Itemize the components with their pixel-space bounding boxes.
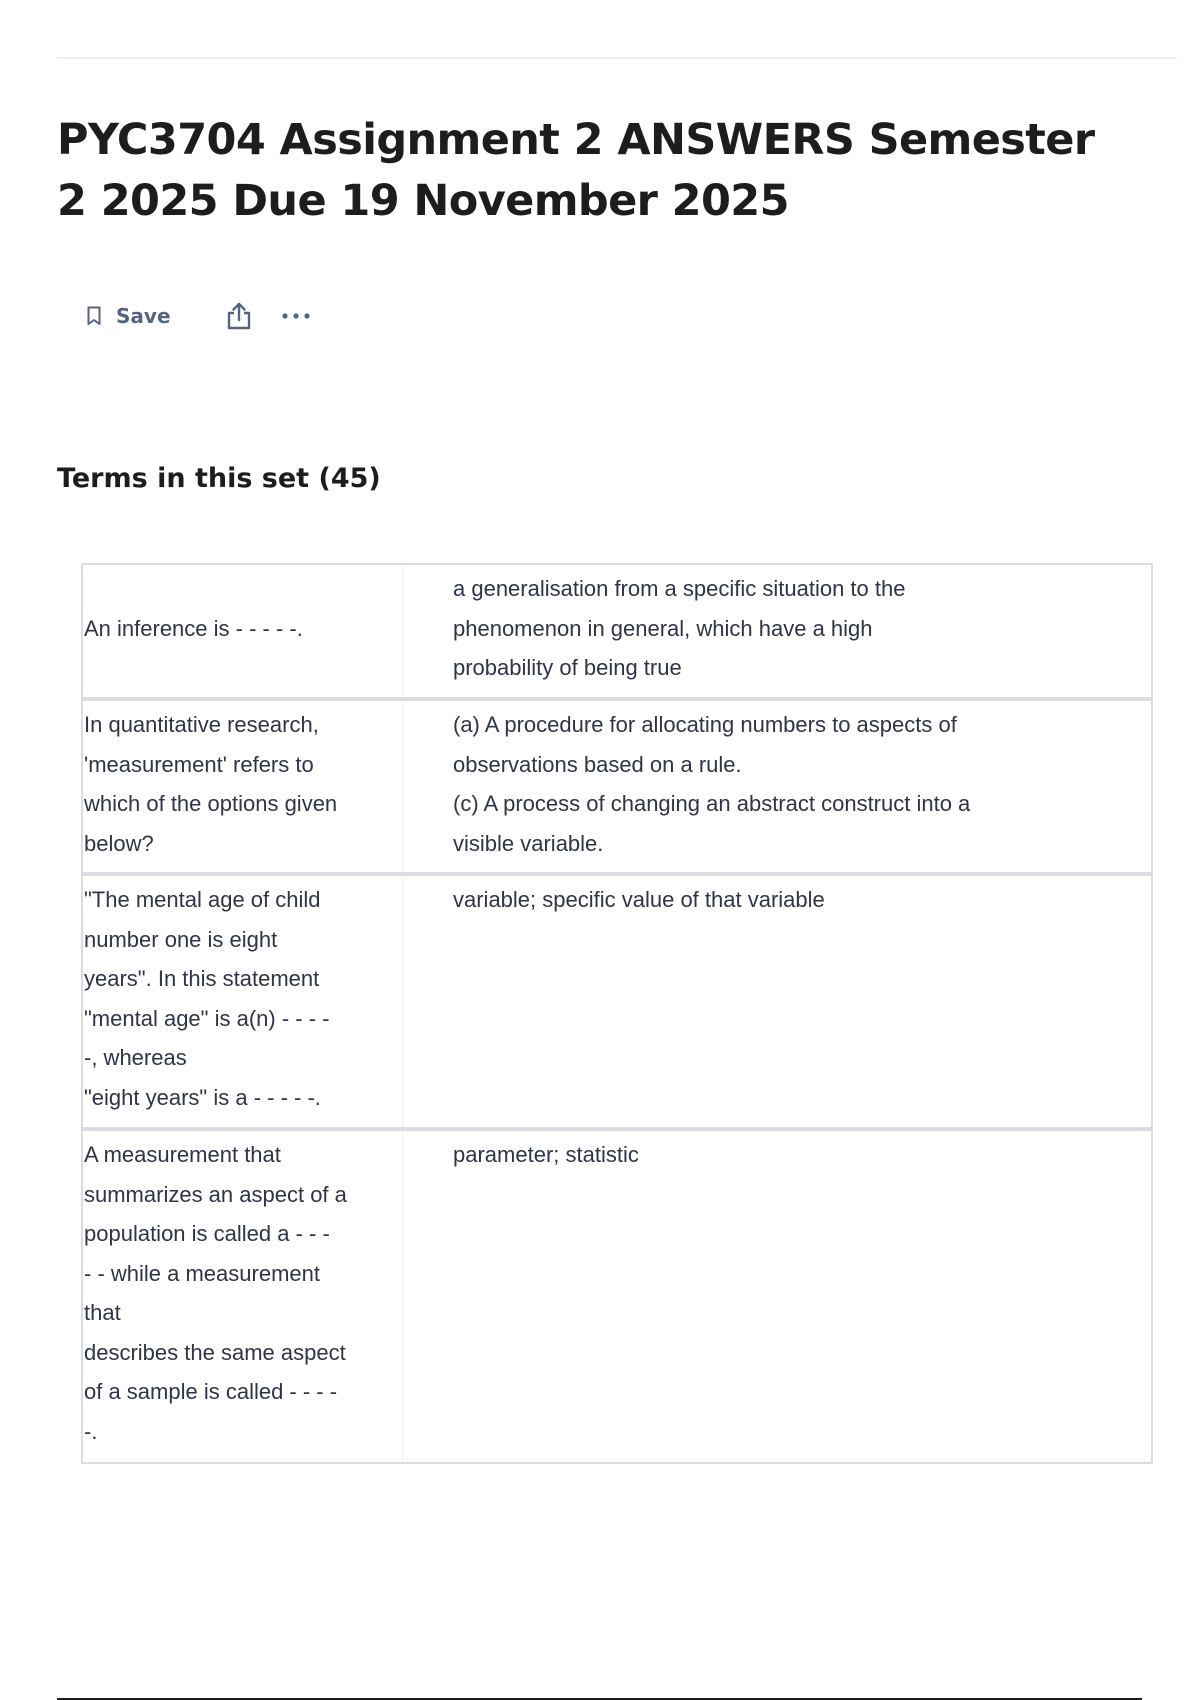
term-text: A measurement that summarizes an aspect of a population is called a - - - - - while a measurement that describes the same aspect of a sample is called - - - - -.: [83, 1131, 403, 1462]
share-icon: [225, 301, 253, 331]
definition-text: a generalisation from a specific situation to the phenomenon in general, which have a high probability of being true: [453, 576, 906, 680]
definition-text: (a) A procedure for allocating numbers to aspects of observations based on a rule. (c) A process of changing an abstract construct into a visible variable.: [453, 712, 971, 856]
term-text: In quantitative research, 'measurement' refers to which of the options given below?: [83, 701, 403, 872]
term-text: An inference is - - - - -.: [83, 565, 403, 697]
term-row: [81, 563, 1153, 699]
page-title: PYC3704 Assignment 2 ANSWERS Semester 2 2025 Due 19 November 2025: [57, 115, 1095, 226]
term-row: [81, 1129, 1153, 1464]
terms-section-title: Terms in this set (45): [57, 463, 381, 494]
more-icon: [281, 311, 311, 321]
more-options-button[interactable]: [281, 311, 311, 321]
save-label: Save: [116, 304, 171, 328]
definition-text: variable; specific value of that variable: [453, 887, 825, 912]
term-text: "The mental age of child number one is eight years". In this statement "mental age" is a(n) - - - - -, whereas "eight years" is a - - - - -.: [83, 876, 403, 1127]
save-button[interactable]: [86, 304, 171, 328]
definition-text: parameter; statistic: [453, 1142, 639, 1167]
term-row: [81, 699, 1153, 874]
action-bar: [86, 296, 311, 336]
top-divider: [57, 57, 1177, 59]
term-row: [81, 874, 1153, 1129]
share-button[interactable]: [225, 301, 253, 331]
bookmark-icon: [86, 306, 102, 326]
terms-table: [81, 563, 1153, 1464]
